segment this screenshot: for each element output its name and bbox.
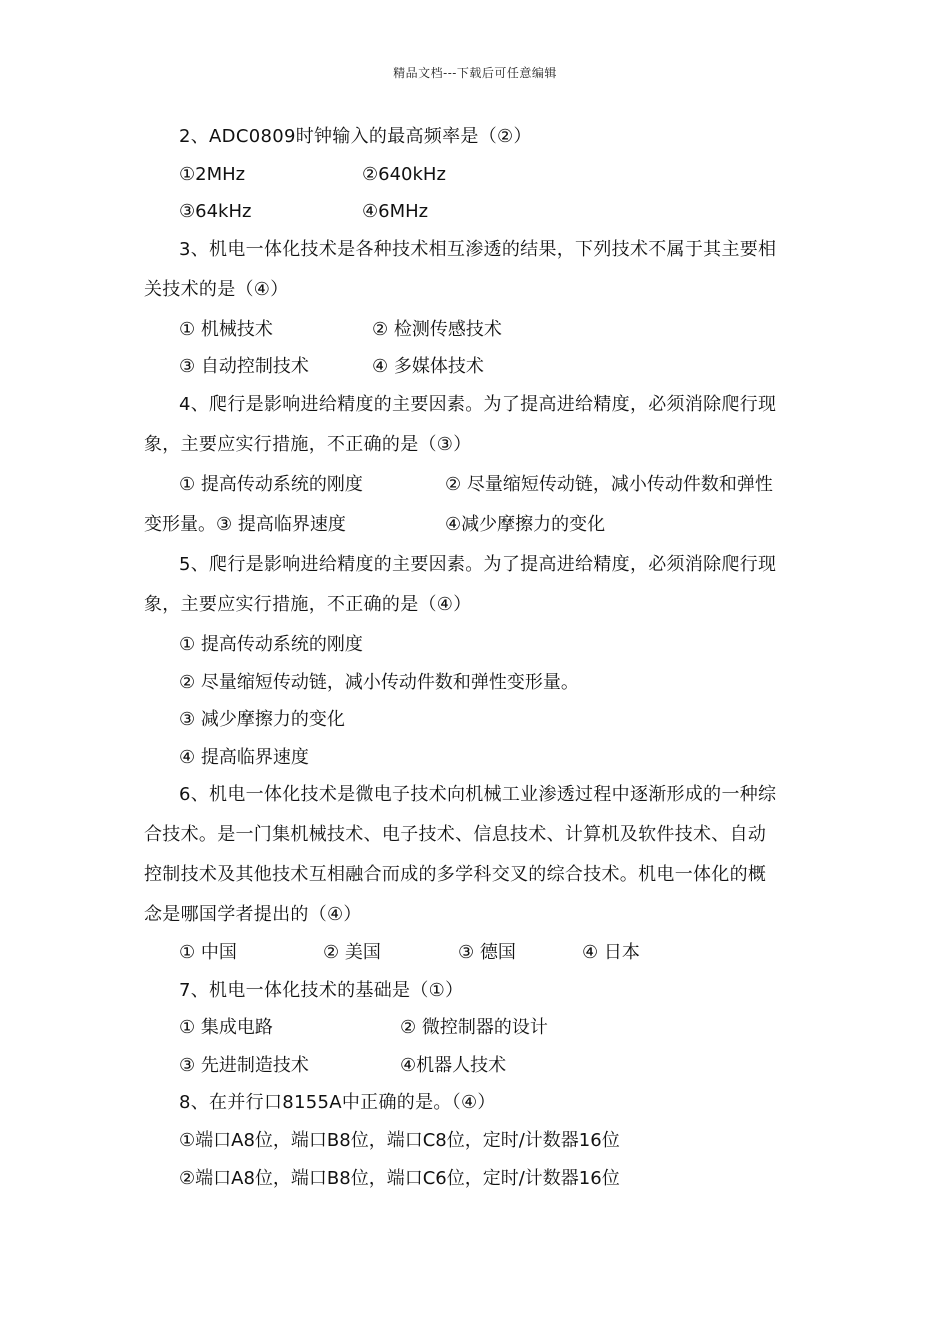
question-4-option-2-cont: 变形量。③ 提高临界速度 bbox=[144, 513, 346, 535]
question-3-options-row1 bbox=[0, 315, 950, 353]
question-3-option-2: ② 检测传感技术 bbox=[372, 318, 502, 340]
question-5-option-3: ③ 减少摩擦力的变化 bbox=[179, 709, 345, 731]
question-7-option-1: ① 集成电路 bbox=[179, 1017, 273, 1039]
question-3-option-1: ① 机械技术 bbox=[179, 318, 273, 340]
question-7-option-4: ④机器人技术 bbox=[400, 1054, 507, 1076]
question-4-stem-cont: 象，主要应实行措施，不正确的是（③） bbox=[144, 433, 472, 455]
page-header: 精品文档---下载后可任意编辑 bbox=[393, 66, 557, 80]
question-6-options-row bbox=[0, 938, 950, 976]
question-6-option-1: ① 中国 bbox=[179, 941, 237, 963]
question-4-option-2: ② 尽量缩短传动链，减小传动件数和弹性 bbox=[445, 473, 773, 495]
question-3-option-3: ③ 自动控制技术 bbox=[179, 356, 309, 378]
question-8-option-1: ①端口A8位，端口B8位，端口C8位，定时/计数器16位 bbox=[179, 1129, 620, 1151]
question-6-stem-cont-1: 合技术。是一门集机械技术、电子技术、信息技术、计算机及软件技术、自动 bbox=[144, 824, 767, 846]
question-7-options-row1 bbox=[0, 1013, 950, 1051]
question-6-option-3: ③ 德国 bbox=[458, 941, 516, 963]
question-4-options-row2 bbox=[0, 510, 950, 550]
question-2-option-2: ②640kHz bbox=[362, 163, 446, 185]
question-4-option-1: ① 提高传动系统的刚度 bbox=[179, 473, 363, 495]
question-8-option-2: ②端口A8位，端口B8位，端口C6位，定时/计数器16位 bbox=[179, 1167, 620, 1189]
question-2-option-3: ③64kHz bbox=[179, 201, 252, 223]
question-2-options-row2 bbox=[0, 197, 950, 235]
question-5-option-4: ④ 提高临界速度 bbox=[179, 746, 309, 768]
question-5-stem-cont: 象，主要应实行措施，不正确的是（④） bbox=[144, 593, 472, 615]
question-2-option-4: ④6MHz bbox=[362, 201, 429, 223]
question-6-stem-cont-2: 控制技术及其他技术互相融合而成的多学科交叉的综合技术。机电一体化的概 bbox=[144, 864, 767, 886]
question-6-stem-cont-3: 念是哪国学者提出的（④） bbox=[144, 904, 362, 926]
question-4-options-row1 bbox=[0, 470, 950, 510]
question-3-option-4: ④ 多媒体技术 bbox=[372, 356, 484, 378]
question-3-options-row2 bbox=[0, 352, 950, 390]
question-8-stem: 8、在并行口8155A中正确的是。（④） bbox=[179, 1092, 496, 1114]
question-3-stem-cont: 关技术的是（④） bbox=[144, 278, 289, 300]
question-6-stem: 6、机电一体化技术是微电子技术向机械工业渗透过程中逐渐形成的一种综 bbox=[179, 784, 777, 806]
question-4-stem: 4、爬行是影响进给精度的主要因素。为了提高进给精度，必须消除爬行现 bbox=[179, 393, 777, 415]
question-5-stem: 5、爬行是影响进给精度的主要因素。为了提高进给精度，必须消除爬行现 bbox=[179, 553, 777, 575]
question-3-stem: 3、机电一体化技术是各种技术相互渗透的结果，下列技术不属于其主要相 bbox=[179, 238, 777, 260]
question-7-option-2: ② 微控制器的设计 bbox=[400, 1017, 548, 1039]
question-4-option-4: ④减少摩擦力的变化 bbox=[445, 513, 606, 535]
question-5-option-2: ② 尽量缩短传动链，减小传动件数和弹性变形量。 bbox=[179, 671, 579, 693]
question-2-option-1: ①2MHz bbox=[179, 163, 246, 185]
question-6-option-2: ② 美国 bbox=[323, 941, 381, 963]
question-list bbox=[0, 122, 950, 1201]
question-2-stem: 2、ADC0809时钟输入的最高频率是（②） bbox=[179, 126, 532, 147]
question-6-option-4: ④ 日本 bbox=[582, 941, 640, 963]
question-5-option-1: ① 提高传动系统的刚度 bbox=[179, 633, 363, 655]
question-7-option-3: ③ 先进制造技术 bbox=[179, 1054, 309, 1076]
question-7-stem: 7、机电一体化技术的基础是（①） bbox=[179, 979, 464, 1001]
question-2-options-row1 bbox=[0, 160, 950, 198]
question-7-options-row2 bbox=[0, 1051, 950, 1089]
